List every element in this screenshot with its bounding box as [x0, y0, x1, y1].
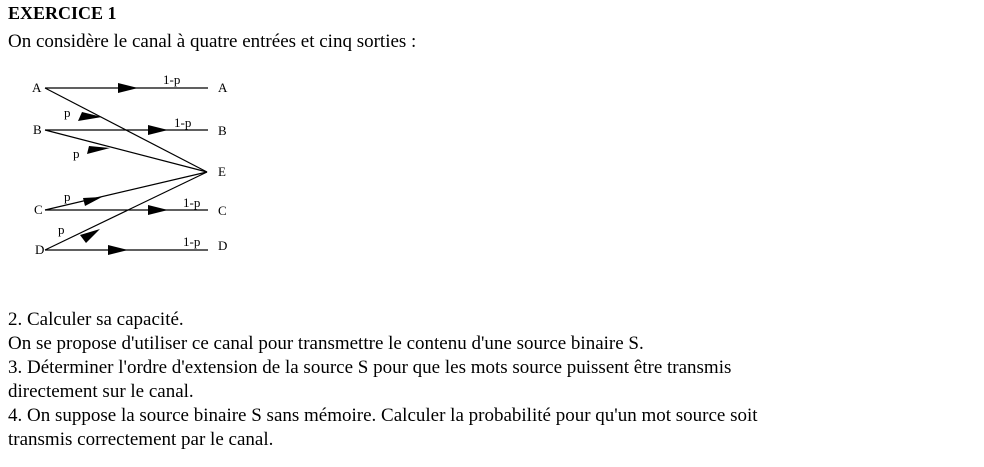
prob-label-b-e: p — [73, 146, 80, 161]
input-label-c: C — [34, 202, 43, 217]
output-label-d: D — [218, 238, 228, 253]
input-label-b: B — [33, 122, 42, 137]
prob-label-b-b: 1-p — [174, 115, 192, 130]
prob-label-c-c: 1-p — [183, 195, 201, 210]
prob-label-a-e: p — [64, 105, 71, 120]
arrow-b-e — [87, 146, 110, 154]
question-3-line-2: directement sur le canal. — [8, 381, 194, 402]
exercise-intro: On considère le canal à quatre entrées et cinq sorties : — [8, 31, 417, 52]
edge-b-e — [45, 130, 207, 172]
output-label-e: E — [218, 164, 226, 179]
arrow-c-e — [83, 197, 102, 206]
arrow-d-d — [108, 245, 128, 255]
question-2: 2. Calculer sa capacité. — [8, 309, 184, 330]
arrow-c-c — [148, 205, 168, 215]
input-label-d: D — [35, 242, 45, 257]
output-label-b: B — [218, 123, 227, 138]
prob-label-a-a: 1-p — [163, 72, 181, 87]
arrow-b-b — [148, 125, 168, 135]
prob-label-c-e: p — [64, 189, 71, 204]
question-4-line-1: 4. On suppose la source binaire S sans mémoire. Calculer la probabilité pour qu'un mot source soit — [8, 405, 758, 426]
output-label-c: C — [218, 203, 227, 218]
prob-label-d-d: 1-p — [183, 234, 201, 249]
questions-block — [8, 308, 950, 452]
question-4-line-2: transmis correctement par le canal. — [8, 429, 274, 450]
arrow-a-a — [118, 83, 138, 93]
output-label-a: A — [218, 80, 228, 95]
channel-diagram — [0, 68, 250, 268]
question-3-line-1: 3. Déterminer l'ordre d'extension de la source S pour que les mots source puissent être transmis — [8, 357, 732, 378]
arrow-a-e — [78, 112, 102, 121]
input-label-a: A — [32, 80, 42, 95]
exercise-title: EXERCICE 1 — [8, 3, 117, 23]
question-context: On se propose d'utiliser ce canal pour transmettre le contenu d'une source binaire S. — [8, 333, 644, 354]
prob-label-d-e: p — [58, 222, 65, 237]
